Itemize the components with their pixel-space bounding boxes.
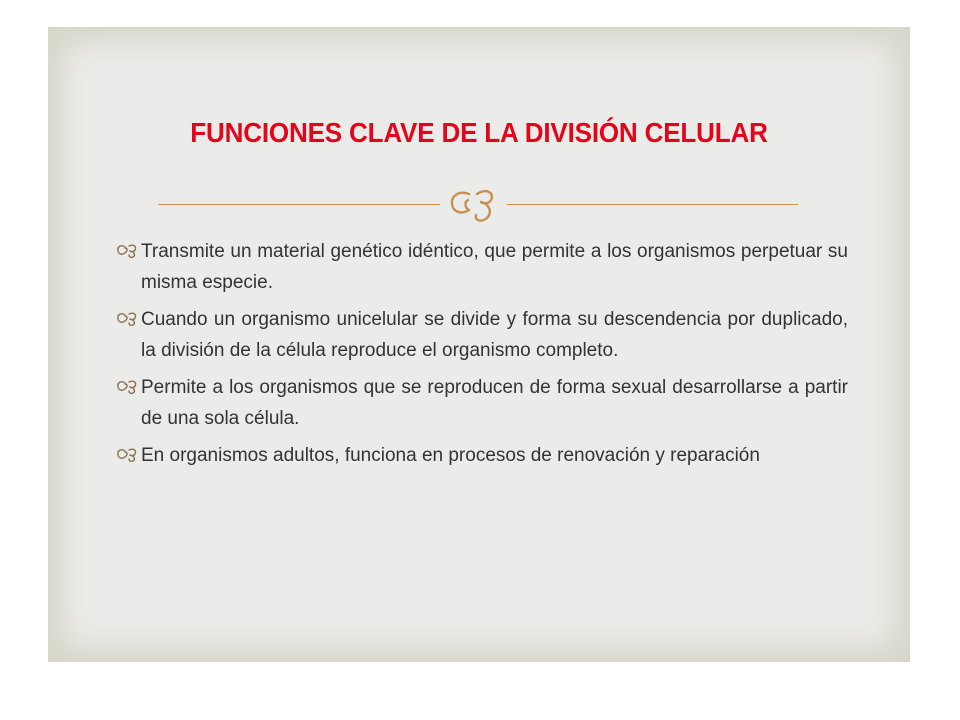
bullet-list [116, 236, 848, 477]
ornament-swash-icon [447, 182, 502, 226]
bullet-text: En organismos adultos, funciona en procesos de renovación y reparación [141, 445, 760, 466]
list-item [116, 304, 848, 366]
bullet-text: Transmite un material genético idéntico, que permite a los organismos perpetuar su misma especie. [141, 241, 848, 293]
ornament-bullet-icon [116, 446, 138, 462]
divider-line-left [158, 204, 440, 205]
slide [48, 27, 910, 662]
ornament-bullet-icon [116, 378, 138, 394]
ornament-bullet-icon [116, 242, 138, 258]
slide-title: FUNCIONES CLAVE DE LA DIVISIÓN CELULAR [190, 117, 768, 148]
list-item [116, 372, 848, 434]
list-item [116, 440, 848, 471]
ornament-bullet-icon [116, 310, 138, 326]
divider-line-right [507, 204, 798, 205]
bullet-text: Permite a los organismos que se reproducen de forma sexual desarrollarse a partir de una sola célula. [141, 377, 848, 429]
bullet-text: Cuando un organismo unicelular se divide y forma su descendencia por duplicado, la división de la célula reproduce el organismo completo. [141, 309, 848, 361]
list-item [116, 236, 848, 298]
